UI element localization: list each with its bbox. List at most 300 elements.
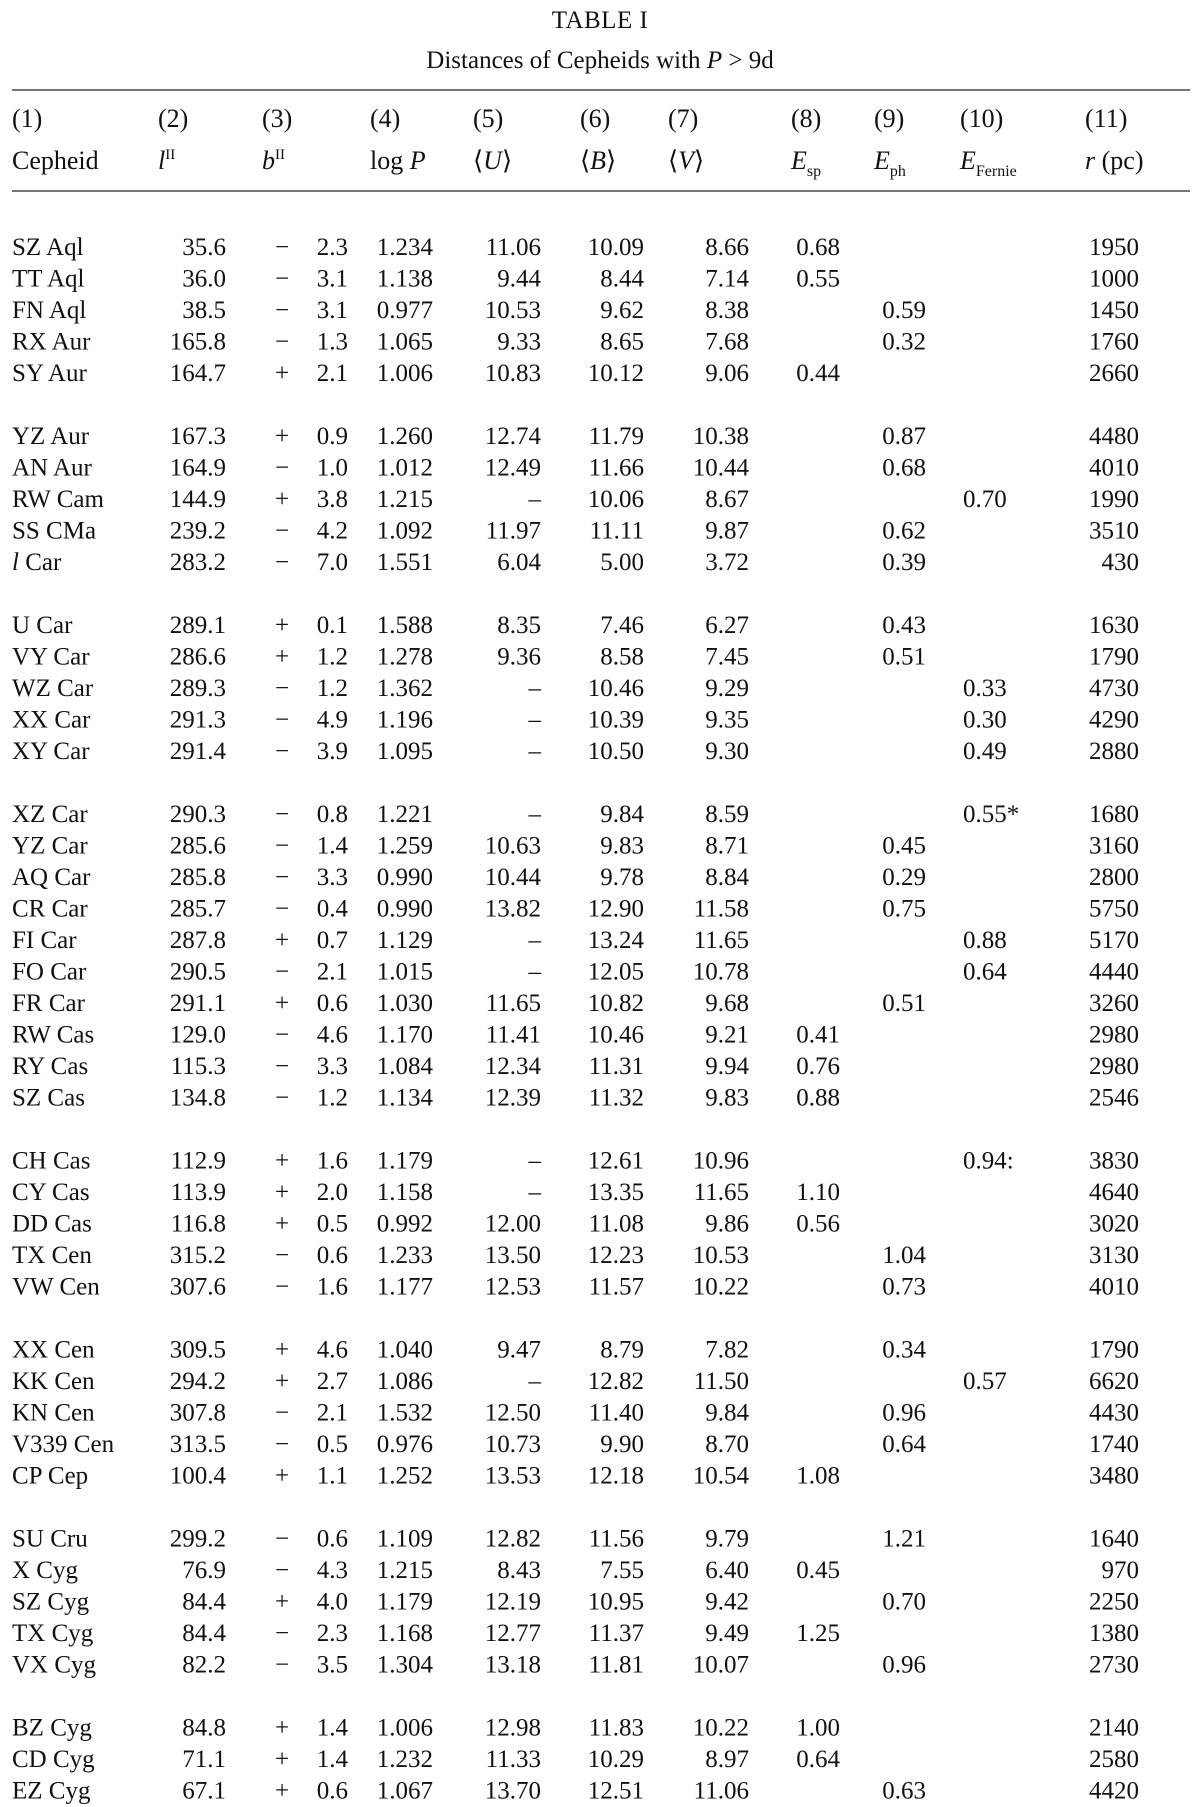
cell-V: 9.68	[705, 990, 749, 1017]
table-subtitle: Distances of Cepheids with P > 9d	[426, 47, 774, 74]
latitude-sign: +	[274, 486, 290, 513]
cell-r: 5170	[1089, 927, 1139, 954]
cell-V: 10.53	[692, 1242, 749, 1269]
cell-U: 10.73	[484, 1431, 541, 1458]
cell-V: 8.66	[705, 234, 749, 261]
table-row	[12, 1557, 1139, 1584]
cepheid-name: AQ Car	[12, 864, 91, 891]
cepheid-name: RW Cas	[12, 1021, 95, 1049]
cell-B: 8.65	[600, 328, 644, 356]
cell-B: 5.00	[600, 549, 644, 576]
cell-U: –	[528, 1147, 541, 1175]
cell-b: 0.6	[316, 990, 348, 1017]
cepheid-name: CH Cas	[12, 1147, 91, 1175]
latitude-sign: −	[274, 1273, 290, 1301]
cell-V: 8.70	[705, 1431, 749, 1458]
latitude-sign: −	[274, 549, 290, 576]
cell-b: 0.5	[316, 1210, 348, 1238]
column-number: (11)	[1085, 104, 1128, 133]
cell-U: –	[528, 706, 541, 734]
cell-l: 291.4	[169, 738, 226, 765]
table-row	[12, 1526, 1139, 1553]
cell-U: 9.36	[497, 643, 541, 671]
latitude-sign: −	[274, 1399, 290, 1427]
table-row	[12, 1400, 1139, 1427]
cell-l: 290.5	[169, 958, 226, 986]
cell-Eph: 0.96	[882, 1399, 926, 1427]
cell-B: 12.18	[587, 1462, 644, 1490]
cell-l: 144.9	[169, 486, 226, 513]
cell-logP: 1.215	[376, 1557, 433, 1584]
cepheid-name: KN Cen	[12, 1399, 95, 1427]
latitude-sign: +	[274, 643, 290, 671]
cell-l: 285.7	[169, 895, 226, 923]
cell-logP: 1.040	[376, 1336, 433, 1364]
column-label: r (pc)	[1085, 146, 1144, 175]
cell-B: 10.50	[587, 738, 644, 765]
row-group	[12, 234, 1139, 387]
cell-Eph: 0.51	[882, 990, 926, 1017]
cell-l: 307.6	[169, 1273, 226, 1301]
cell-b: 1.4	[316, 832, 348, 860]
cell-V: 8.59	[705, 801, 749, 828]
row-group	[12, 1526, 1139, 1679]
cell-b: 2.3	[316, 234, 348, 261]
row-group	[12, 423, 1139, 576]
cell-logP: 1.134	[376, 1084, 433, 1112]
cell-b: 1.6	[316, 1147, 348, 1175]
cell-logP: 0.976	[376, 1431, 433, 1458]
cell-B: 8.79	[600, 1336, 644, 1364]
cell-b: 0.6	[316, 1525, 348, 1553]
cepheid-name: FR Car	[12, 990, 85, 1017]
cell-l: 307.8	[169, 1399, 226, 1427]
cell-V: 8.71	[705, 832, 749, 860]
table-row	[12, 297, 1139, 324]
cepheid-name: CP Cep	[12, 1462, 89, 1490]
cell-Eph: 0.73	[882, 1273, 926, 1301]
column-number: (2)	[158, 104, 189, 133]
cepheid-name: CD Cyg	[12, 1746, 95, 1773]
cell-B: 11.83	[588, 1714, 644, 1742]
column-label: ⟨U⟩	[473, 146, 513, 175]
table-row	[12, 1463, 1139, 1490]
cell-Esp: 1.00	[796, 1714, 840, 1742]
latitude-sign: +	[274, 423, 290, 450]
cell-Eph: 0.43	[882, 612, 926, 639]
cell-r: 1990	[1089, 486, 1139, 513]
cepheid-name: XX Cen	[12, 1336, 95, 1364]
cell-Esp: 1.08	[796, 1462, 840, 1490]
cell-b: 0.6	[316, 1242, 348, 1269]
cell-U: 13.70	[484, 1777, 541, 1805]
cell-b: 0.7	[316, 927, 348, 954]
cell-Esp: 0.88	[796, 1084, 840, 1112]
cell-U: –	[528, 486, 541, 513]
cell-U: 11.41	[485, 1021, 541, 1049]
cell-U: 11.33	[485, 1746, 541, 1773]
latitude-sign: −	[274, 517, 290, 545]
cell-Esp: 0.68	[796, 234, 840, 261]
column-number: (9)	[874, 104, 905, 133]
cell-r: 2140	[1089, 1714, 1139, 1742]
cell-b: 1.0	[316, 454, 348, 482]
cell-B: 12.51	[587, 1777, 644, 1805]
cell-r: 4420	[1089, 1777, 1139, 1805]
latitude-sign: −	[274, 234, 290, 261]
column-label: Cepheid	[12, 146, 99, 175]
cell-logP: 1.012	[376, 454, 433, 482]
cepheid-name: SY Aur	[12, 360, 87, 387]
cell-V: 9.06	[705, 360, 749, 387]
cepheid-name: VY Car	[12, 643, 90, 671]
cell-Esp: 0.56	[796, 1210, 840, 1238]
table-title: TABLE I	[551, 7, 649, 34]
cell-U: 8.43	[497, 1557, 541, 1584]
cell-r: 2250	[1089, 1588, 1139, 1616]
cell-b: 3.3	[316, 864, 348, 891]
column-label: $l^{II}$	[158, 146, 176, 175]
cell-l: 315.2	[169, 1242, 226, 1269]
table-row	[12, 549, 1139, 576]
cepheid-name: SS CMa	[12, 517, 97, 545]
cell-l: 164.9	[169, 454, 226, 482]
cell-b: 2.1	[316, 958, 348, 986]
latitude-sign: −	[274, 265, 290, 293]
cell-B: 7.46	[600, 612, 644, 639]
cell-U: 12.98	[484, 1714, 541, 1742]
cell-b: 1.6	[316, 1273, 348, 1301]
cell-b: 0.4	[316, 895, 348, 923]
cell-U: 12.19	[484, 1588, 541, 1616]
cell-B: 9.62	[600, 297, 644, 324]
cell-B: 12.23	[587, 1242, 644, 1269]
table-row	[12, 738, 1139, 765]
cepheid-name: XY Car	[12, 738, 90, 765]
cell-U: 9.47	[497, 1336, 541, 1364]
cell-l: 76.9	[182, 1557, 226, 1584]
column-number: (4)	[370, 104, 401, 133]
cepheid-name: YZ Car	[12, 832, 88, 860]
cell-U: 12.00	[484, 1210, 541, 1238]
cell-EF: 0.49	[963, 738, 1007, 765]
cell-U: 12.74	[484, 423, 541, 450]
cell-l: 285.8	[169, 864, 226, 891]
cell-U: 12.53	[484, 1273, 541, 1301]
cell-B: 10.82	[587, 990, 644, 1017]
cepheid-name: SZ Aql	[12, 234, 84, 261]
cell-V: 9.84	[705, 1399, 749, 1427]
cell-B: 10.06	[587, 486, 644, 513]
cell-b: 0.5	[316, 1431, 348, 1458]
column-number: (6)	[580, 104, 611, 133]
cell-r: 3020	[1089, 1210, 1139, 1238]
cell-b: 3.3	[316, 1053, 348, 1080]
cell-Eph: 0.29	[882, 864, 926, 891]
cepheid-name: RX Aur	[12, 328, 91, 356]
cell-B: 11.11	[589, 517, 644, 545]
cell-l: 100.4	[169, 1462, 226, 1490]
table-row	[12, 234, 1139, 261]
cell-B: 12.05	[587, 958, 644, 986]
cell-r: 6620	[1089, 1368, 1139, 1395]
latitude-sign: +	[274, 1179, 290, 1206]
cell-B: 11.40	[588, 1399, 644, 1427]
cell-V: 9.42	[705, 1588, 749, 1616]
cell-b: 2.1	[316, 1399, 348, 1427]
cell-l: 290.3	[169, 801, 226, 828]
cell-B: 11.81	[588, 1651, 644, 1679]
cepheid-name: CY Cas	[12, 1179, 90, 1206]
column-number: (3)	[262, 104, 293, 133]
cell-r: 4440	[1089, 958, 1139, 986]
cell-r: 1760	[1089, 328, 1139, 356]
cell-U: 13.53	[484, 1462, 541, 1490]
cell-Eph: 0.68	[882, 454, 926, 482]
cell-l: 71.1	[182, 1746, 226, 1773]
cell-U: 9.33	[497, 328, 541, 356]
table-row	[12, 1085, 1139, 1112]
cell-Eph: 0.87	[882, 423, 926, 450]
cell-B: 10.95	[587, 1588, 644, 1616]
cell-V: 9.30	[705, 738, 749, 765]
cell-U: 12.49	[484, 454, 541, 482]
cell-l: 36.0	[182, 265, 226, 293]
cepheid-name: FO Car	[12, 958, 87, 986]
column-label: ⟨B⟩	[580, 146, 617, 175]
cepheid-name: VW Cen	[12, 1273, 100, 1301]
table-row	[12, 266, 1139, 293]
cell-B: 10.12	[587, 360, 644, 387]
cell-B: 11.37	[588, 1620, 644, 1647]
cell-b: 3.1	[316, 297, 348, 324]
cell-b: 1.1	[316, 1462, 348, 1490]
latitude-sign: −	[274, 801, 290, 828]
table-row	[12, 1715, 1139, 1742]
cepheid-name: SZ Cas	[12, 1084, 85, 1112]
cell-logP: 1.129	[376, 927, 433, 954]
cepheid-name: WZ Car	[12, 675, 94, 702]
cell-V: 11.65	[693, 927, 749, 954]
cell-b: 3.5	[316, 1651, 348, 1679]
cell-l: 285.6	[169, 832, 226, 860]
cell-U: 10.44	[484, 864, 541, 891]
cell-B: 11.57	[588, 1273, 644, 1301]
cell-l: 299.2	[169, 1525, 226, 1553]
cell-V: 10.54	[692, 1462, 749, 1490]
cell-logP: 1.588	[376, 612, 433, 639]
cell-logP: 1.084	[376, 1053, 433, 1080]
cell-r: 970	[1101, 1557, 1139, 1584]
cell-U: 12.82	[484, 1525, 541, 1553]
cell-U: 13.18	[484, 1651, 541, 1679]
cell-V: 9.87	[705, 517, 749, 545]
cell-U: –	[528, 958, 541, 986]
cell-l: 113.9	[170, 1179, 226, 1206]
cell-logP: 1.278	[376, 643, 433, 671]
column-label: $E_{ph}$	[874, 146, 906, 180]
table-body	[12, 234, 1139, 1805]
cell-V: 9.21	[705, 1021, 749, 1049]
latitude-sign: +	[274, 360, 290, 387]
cell-r: 3830	[1089, 1147, 1139, 1175]
cell-U: 12.77	[484, 1620, 541, 1647]
cell-logP: 1.095	[376, 738, 433, 765]
cell-V: 10.22	[692, 1714, 749, 1742]
cell-b: 2.0	[316, 1179, 348, 1206]
cell-U: 8.35	[497, 612, 541, 639]
cell-b: 4.0	[316, 1588, 348, 1616]
cell-logP: 1.067	[376, 1777, 433, 1805]
cepheid-name: BZ Cyg	[12, 1714, 92, 1742]
cell-U: 9.44	[497, 265, 541, 293]
cell-logP: 0.977	[376, 297, 433, 324]
cell-r: 2660	[1089, 360, 1139, 387]
cell-logP: 0.990	[376, 895, 433, 923]
cell-EF: 0.33	[963, 675, 1007, 702]
cell-l: 115.3	[170, 1053, 226, 1080]
row-group	[12, 1337, 1139, 1490]
cell-V: 6.27	[705, 612, 749, 639]
cell-r: 4290	[1089, 706, 1139, 734]
cell-V: 7.68	[705, 328, 749, 356]
table-row	[12, 1148, 1139, 1175]
row-group	[12, 612, 1139, 765]
table-row	[12, 455, 1139, 482]
cell-l: 84.4	[182, 1620, 226, 1647]
cell-b: 4.3	[316, 1557, 348, 1584]
cepheid-name: X Cyg	[12, 1557, 78, 1584]
row-group	[12, 801, 1139, 1112]
cepheid-name: RW Cam	[12, 486, 104, 513]
cepheid-name: DD Cas	[12, 1210, 92, 1238]
table-row	[12, 1368, 1139, 1395]
cell-V: 9.35	[705, 706, 749, 734]
cepheid-name: U Car	[12, 612, 73, 639]
cell-V: 6.40	[705, 1557, 749, 1584]
cepheid-name: V339 Cen	[12, 1431, 115, 1458]
cell-B: 12.82	[587, 1368, 644, 1395]
cell-B: 7.55	[600, 1557, 644, 1584]
latitude-sign: +	[274, 1210, 290, 1238]
cell-b: 2.1	[316, 360, 348, 387]
cell-b: 1.2	[316, 1084, 348, 1112]
cell-EF: 0.70	[963, 486, 1007, 513]
cepheid-name: XZ Car	[12, 801, 88, 828]
cell-r: 1630	[1089, 612, 1139, 639]
cell-U: –	[528, 675, 541, 702]
cell-B: 11.32	[588, 1084, 644, 1112]
row-group	[12, 1715, 1139, 1805]
latitude-sign: −	[274, 832, 290, 860]
cell-EF: 0.30	[963, 706, 1007, 734]
cell-Eph: 0.51	[882, 643, 926, 671]
table-row	[12, 1652, 1139, 1679]
cell-U: 10.53	[484, 297, 541, 324]
cell-U: 6.04	[497, 549, 541, 576]
cell-logP: 1.179	[376, 1588, 433, 1616]
cell-B: 12.61	[587, 1147, 644, 1175]
cell-r: 4010	[1089, 1273, 1139, 1301]
cell-logP: 0.990	[376, 864, 433, 891]
cell-B: 9.83	[600, 832, 644, 860]
cell-Eph: 0.34	[882, 1336, 926, 1364]
cell-logP: 1.362	[376, 675, 433, 702]
column-number: (10)	[960, 104, 1004, 133]
table-row	[12, 896, 1139, 923]
cell-l: 84.4	[182, 1588, 226, 1616]
cell-V: 3.72	[705, 549, 749, 576]
cell-logP: 1.109	[376, 1525, 433, 1553]
cell-V: 11.50	[693, 1368, 749, 1395]
latitude-sign: −	[274, 454, 290, 482]
cell-l: 82.2	[182, 1651, 226, 1679]
cell-V: 9.86	[705, 1210, 749, 1238]
cell-B: 8.58	[600, 643, 644, 671]
cell-r: 3260	[1089, 990, 1139, 1017]
cell-r: 4730	[1089, 675, 1139, 702]
column-label: $E_{Fernie}$	[960, 146, 1017, 180]
cell-logP: 1.232	[376, 1746, 433, 1773]
cell-r: 1790	[1089, 1336, 1139, 1364]
column-number: (5)	[473, 104, 504, 133]
cell-r: 4430	[1089, 1399, 1139, 1427]
cell-b: 1.4	[316, 1714, 348, 1742]
latitude-sign: −	[274, 1557, 290, 1584]
table-row	[12, 1337, 1139, 1364]
cell-EF: 0.64	[963, 958, 1007, 986]
cell-Esp: 1.25	[796, 1620, 840, 1647]
latitude-sign: +	[274, 1462, 290, 1490]
column-label: ⟨V⟩	[668, 146, 705, 175]
cell-l: 84.8	[182, 1714, 226, 1742]
latitude-sign: +	[274, 1368, 290, 1395]
cell-logP: 1.304	[376, 1651, 433, 1679]
cell-l: 294.2	[169, 1368, 226, 1395]
cell-r: 2880	[1089, 738, 1139, 765]
cell-b: 1.2	[316, 675, 348, 702]
cell-V: 8.84	[705, 864, 749, 891]
cell-V: 8.97	[705, 1746, 749, 1773]
cell-r: 1790	[1089, 643, 1139, 671]
cell-Esp: 0.44	[796, 360, 840, 387]
cell-Eph: 0.64	[882, 1431, 926, 1458]
cepheid-name: RY Cas	[12, 1053, 89, 1080]
cepheid-name: TX Cen	[12, 1242, 92, 1269]
cell-U: 10.83	[484, 360, 541, 387]
cepheid-name: l Car	[12, 549, 62, 576]
table-row	[12, 1274, 1139, 1301]
cell-B: 11.08	[588, 1210, 644, 1238]
cell-logP: 1.138	[376, 265, 433, 293]
table-row	[12, 1778, 1139, 1805]
table-row	[12, 801, 1139, 828]
cell-Eph: 1.21	[882, 1525, 926, 1553]
table-row	[12, 1022, 1139, 1049]
cell-B: 13.35	[587, 1179, 644, 1206]
column-headers	[12, 104, 1143, 180]
latitude-sign: −	[274, 706, 290, 734]
cell-logP: 1.221	[376, 801, 433, 828]
cell-l: 164.7	[169, 360, 226, 387]
latitude-sign: −	[274, 738, 290, 765]
latitude-sign: +	[274, 1746, 290, 1773]
cell-logP: 1.179	[376, 1147, 433, 1175]
cell-l: 165.8	[169, 328, 226, 356]
cell-r: 1640	[1089, 1525, 1139, 1553]
cell-V: 10.44	[692, 454, 749, 482]
cell-U: 10.63	[484, 832, 541, 860]
